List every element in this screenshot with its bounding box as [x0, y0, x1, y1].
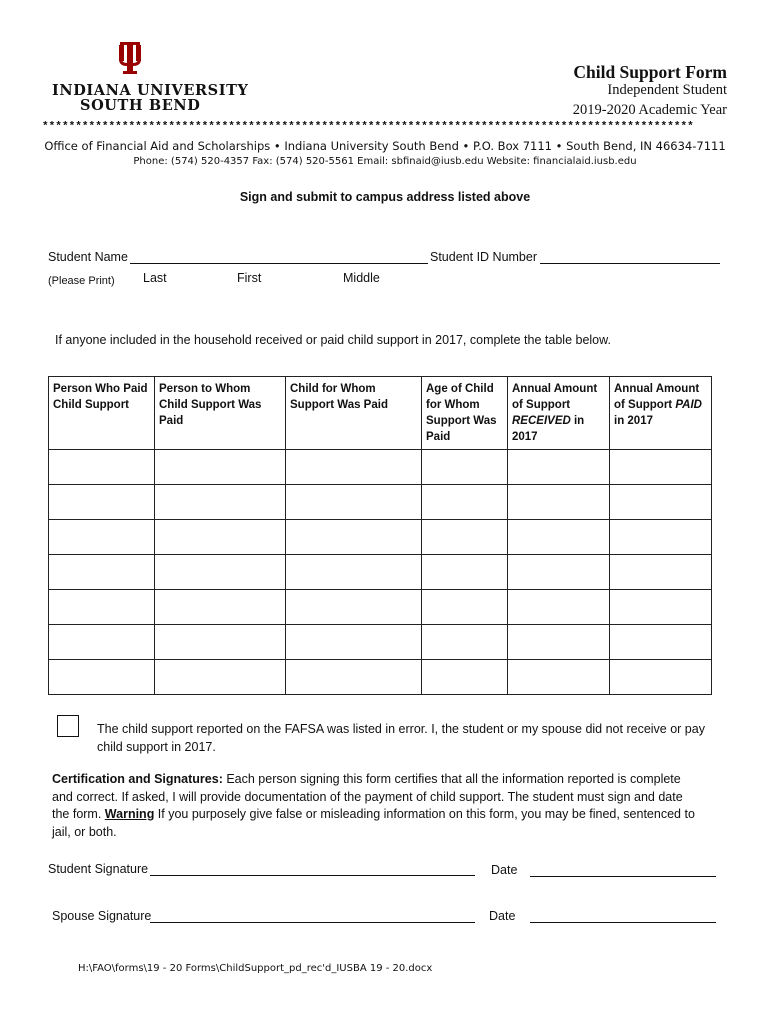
academic-year: 2019-2020 Academic Year — [572, 102, 727, 118]
header-age-of-child: Age of Child for Whom Support Was Paid — [422, 377, 508, 450]
table-cell[interactable] — [610, 660, 712, 695]
table-cell[interactable] — [286, 520, 422, 555]
table-cell[interactable] — [155, 520, 286, 555]
header-annual-received-text: Annual Amount of Support — [512, 383, 598, 411]
table-row — [49, 625, 712, 660]
fafsa-error-statement: The child support reported on the FAFSA was listed in error. I, the student or my spouse did not receive or pay child support in 2017. — [97, 722, 705, 754]
university-name-line1: INDIANA UNIVERSITY — [52, 82, 249, 99]
table-cell[interactable] — [49, 485, 155, 520]
table-cell[interactable] — [286, 625, 422, 660]
table-cell[interactable] — [286, 660, 422, 695]
table-cell[interactable] — [508, 590, 610, 625]
student-signature-label: Student Signature — [48, 862, 149, 876]
header-received-emphasis: RECEIVED — [512, 415, 571, 427]
table-cell[interactable] — [422, 450, 508, 485]
separator-line: ************************************************************************************************** — [42, 121, 694, 133]
certification-paragraph — [52, 771, 700, 841]
student-signature-field[interactable] — [150, 875, 475, 876]
table-cell[interactable] — [508, 660, 610, 695]
header-received-tail: in 2017 — [512, 415, 585, 443]
student-date-label: Date — [491, 863, 518, 877]
table-cell[interactable] — [155, 485, 286, 520]
table-cell[interactable] — [286, 485, 422, 520]
table-row — [49, 485, 712, 520]
contact-info: Phone: (574) 520-4357 Fax: (574) 520-5561 Email: sbfinaid@iusb.edu Website: financialaid.iusb.edu — [133, 156, 637, 167]
table-cell[interactable] — [508, 485, 610, 520]
student-name-label: Student Name — [48, 250, 128, 264]
table-cell[interactable] — [508, 555, 610, 590]
table-cell[interactable] — [155, 555, 286, 590]
table-cell[interactable] — [508, 450, 610, 485]
table-cell[interactable] — [422, 520, 508, 555]
header-paid-tail: in 2017 — [614, 415, 653, 427]
table-cell[interactable] — [155, 590, 286, 625]
header-person-to-whom-paid: Person to Whom Child Support Was Paid — [155, 377, 286, 450]
submit-instruction: Sign and submit to campus address listed above — [239, 190, 531, 204]
table-cell[interactable] — [422, 590, 508, 625]
table-cell[interactable] — [610, 590, 712, 625]
table-cell[interactable] — [49, 625, 155, 660]
certification-body: Each person signing this form certifies that all the information reported is complete and correct. If asked, I will provide documentation of the payment of child support. The student must sign and date the form. — [52, 772, 683, 821]
table-row — [49, 660, 712, 695]
table-cell[interactable] — [49, 520, 155, 555]
last-name-label: Last — [143, 271, 167, 285]
spouse-signature-field[interactable] — [150, 922, 475, 923]
spouse-date-label: Date — [489, 909, 516, 923]
table-cell[interactable] — [610, 625, 712, 660]
header-child-for-whom-paid: Child for Whom Support Was Paid — [286, 377, 422, 450]
table-cell[interactable] — [286, 555, 422, 590]
table-cell[interactable] — [155, 450, 286, 485]
table-cell[interactable] — [49, 590, 155, 625]
spouse-date-field[interactable] — [530, 922, 716, 923]
table-header-row — [49, 377, 712, 450]
table-cell[interactable] — [49, 660, 155, 695]
table-cell[interactable] — [610, 555, 712, 590]
table-cell[interactable] — [286, 590, 422, 625]
middle-name-label: Middle — [343, 271, 380, 285]
table-cell[interactable] — [508, 625, 610, 660]
student-id-label: Student ID Number — [430, 250, 537, 264]
file-path-footer: H:\FAO\forms\19 - 20 Forms\ChildSupport_pd_rec'd_IUSBA 19 - 20.docx — [78, 963, 433, 974]
header-annual-paid-text: Annual Amount of Support — [614, 383, 700, 411]
form-title: Child Support Form — [573, 62, 727, 82]
header-annual-received — [508, 377, 610, 450]
fafsa-error-checkbox[interactable] — [57, 715, 79, 737]
table-cell[interactable] — [508, 520, 610, 555]
please-print-label: (Please Print) — [48, 275, 115, 287]
student-date-field[interactable] — [530, 876, 716, 877]
table-cell[interactable] — [422, 660, 508, 695]
warning-label: Warning — [104, 807, 155, 821]
form-subtitle: Independent Student — [607, 82, 727, 98]
first-name-label: First — [237, 271, 262, 285]
table-cell[interactable] — [422, 555, 508, 590]
table-cell[interactable] — [422, 485, 508, 520]
warning-text: If you purposely give false or misleading information on this form, you may be fined, sentenced to jail, or both. — [52, 807, 695, 839]
table-row — [49, 450, 712, 485]
table-cell[interactable] — [610, 450, 712, 485]
student-id-field[interactable] — [540, 263, 720, 264]
table-cell[interactable] — [610, 485, 712, 520]
table-cell[interactable] — [422, 625, 508, 660]
table-cell[interactable] — [155, 625, 286, 660]
student-name-field[interactable] — [130, 263, 428, 264]
header-annual-paid — [610, 377, 712, 450]
table-row — [49, 590, 712, 625]
table-cell[interactable] — [49, 450, 155, 485]
header-paid-emphasis: PAID — [675, 399, 702, 411]
table-cell[interactable] — [286, 450, 422, 485]
spouse-signature-label: Spouse Signature — [52, 909, 152, 923]
child-support-table — [48, 376, 712, 695]
table-cell[interactable] — [610, 520, 712, 555]
header-person-who-paid: Person Who Paid Child Support — [49, 377, 155, 450]
trident-logo-icon — [117, 42, 143, 74]
university-name-line2: SOUTH BEND — [80, 97, 201, 114]
table-row — [49, 520, 712, 555]
office-address: Office of Financial Aid and Scholarships • Indiana University South Bend • P.O. Box 7111 • South Bend, IN 46634-7111 — [44, 139, 726, 153]
certification-heading: Certification and Signatures: — [52, 772, 223, 786]
table-cell[interactable] — [155, 660, 286, 695]
table-intro: If anyone included in the household received or paid child support in 2017, complete the table below. — [55, 333, 611, 347]
table-cell[interactable] — [49, 555, 155, 590]
table-row — [49, 555, 712, 590]
